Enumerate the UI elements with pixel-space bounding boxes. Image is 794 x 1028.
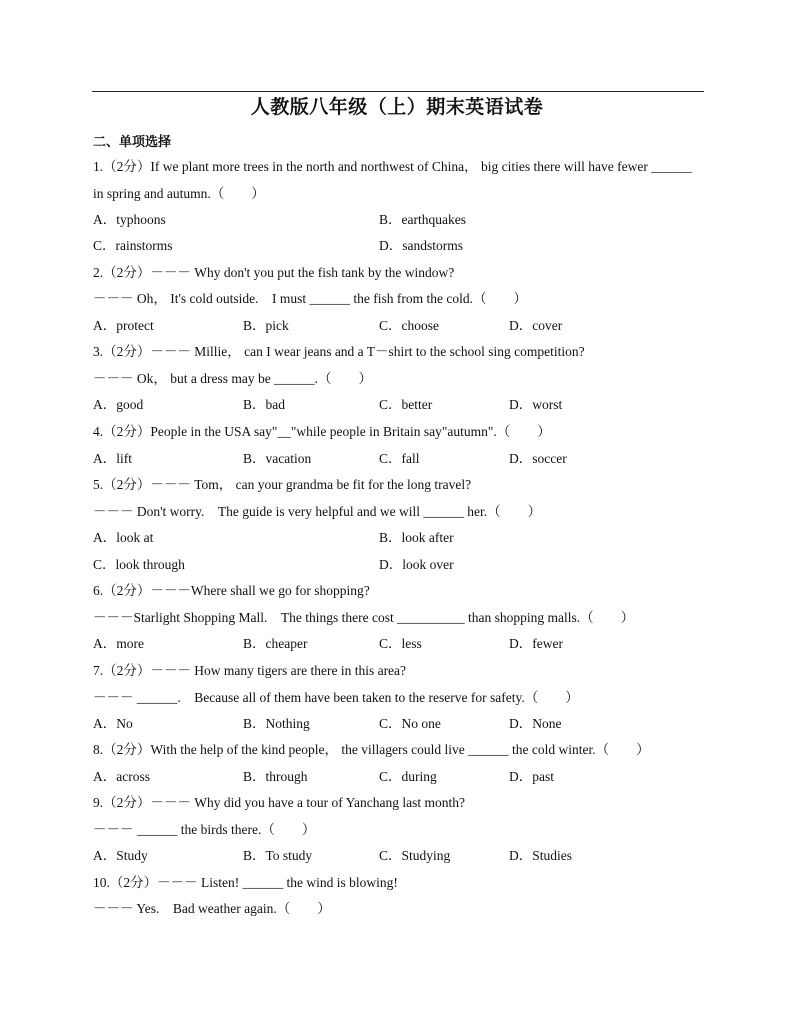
- question-10-stem: 10.（2分）－－－ Listen! ______ the wind is blowing!: [93, 875, 398, 890]
- question-1-stem: 1.（2分）If we plant more trees in the north and northwest of China， big cities there will have fewer ______: [93, 159, 692, 174]
- question-8-stem: 8.（2分）With the help of the kind people， the villagers could live ______ the cold winter.（ ）: [93, 742, 650, 757]
- question-8-option-a[interactable]: A．across: [93, 769, 150, 784]
- question-9-option-a[interactable]: A．Study: [93, 848, 148, 863]
- question-3-stem: 3.（2分）－－－ Millie， can I wear jeans and a T－shirt to the school sing competition?: [93, 344, 585, 359]
- question-2-option-b[interactable]: B．pick: [243, 318, 289, 333]
- question-7-option-c[interactable]: C．No one: [379, 716, 441, 731]
- question-1-option-c[interactable]: C．rainstorms: [93, 238, 173, 253]
- question-5-option-d[interactable]: D．look over: [379, 557, 454, 572]
- question-1-option-a[interactable]: A．typhoons: [93, 212, 166, 227]
- question-6-option-a[interactable]: A．more: [93, 636, 144, 651]
- question-7-option-d[interactable]: D．None: [509, 716, 562, 731]
- question-2-stem-cont: －－－ Oh， It's cold outside. I must ______ the fish from the cold.（ ）: [93, 291, 528, 306]
- question-6-option-d[interactable]: D．fewer: [509, 636, 563, 651]
- page-title: 人教版八年级（上）期末英语试卷: [250, 96, 544, 118]
- question-4-option-b[interactable]: B．vacation: [243, 451, 312, 466]
- question-1-stem-cont: in spring and autumn.（ ）: [93, 186, 265, 201]
- question-1-option-d[interactable]: D．sandstorms: [379, 238, 463, 253]
- question-9-stem: 9.（2分）－－－ Why did you have a tour of Yanchang last month?: [93, 795, 465, 810]
- question-1-option-b[interactable]: B．earthquakes: [379, 212, 466, 227]
- question-5-stem-cont: －－－ Don't worry. The guide is very helpful and we will ______ her.（ ）: [93, 504, 542, 519]
- question-8-option-c[interactable]: C．during: [379, 769, 437, 784]
- question-7-option-b[interactable]: B．Nothing: [243, 716, 310, 731]
- question-10-stem-cont: －－－ Yes. Bad weather again.（ ）: [93, 901, 331, 916]
- question-3-option-a[interactable]: A．good: [93, 397, 144, 412]
- question-4-option-d[interactable]: D．soccer: [509, 451, 567, 466]
- question-9-option-d[interactable]: D．Studies: [509, 848, 573, 863]
- question-2-option-a[interactable]: A．protect: [93, 318, 154, 333]
- question-8-option-b[interactable]: B．through: [243, 769, 308, 784]
- question-6-option-c[interactable]: C．less: [379, 636, 422, 651]
- question-8-option-d[interactable]: D．past: [509, 769, 554, 784]
- question-2-stem: 2.（2分）－－－ Why don't you put the fish tank by the window?: [93, 265, 455, 280]
- question-5-option-c[interactable]: C．look through: [93, 557, 185, 572]
- question-4-option-c[interactable]: C．fall: [379, 451, 420, 466]
- question-5-option-b[interactable]: B．look after: [379, 530, 454, 545]
- question-9-option-c[interactable]: C．Studying: [379, 848, 451, 863]
- question-2-option-c[interactable]: C．choose: [379, 318, 439, 333]
- question-4-stem: 4.（2分）People in the USA say"__"while people in Britain say"autumn".（ ）: [93, 424, 551, 439]
- question-5-option-a[interactable]: A．look at: [93, 530, 154, 545]
- question-3-option-b[interactable]: B．bad: [243, 397, 285, 412]
- question-4-option-a[interactable]: A．lift: [93, 451, 132, 466]
- question-6-stem: 6.（2分）－－－Where shall we go for shopping?: [93, 583, 370, 598]
- question-6-stem-cont: －－－Starlight Shopping Mall. The things there cost __________ than shopping malls.（ ）: [93, 610, 635, 625]
- question-3-option-d[interactable]: D．worst: [509, 397, 563, 412]
- question-7-option-a[interactable]: A．No: [93, 716, 133, 731]
- question-3-stem-cont: －－－ Ok， but a dress may be ______.（ ）: [93, 371, 372, 386]
- question-9-option-b[interactable]: B．To study: [243, 848, 313, 863]
- section-heading: 二、单项选择: [93, 135, 172, 150]
- question-6-option-b[interactable]: B．cheaper: [243, 636, 308, 651]
- question-7-stem: 7.（2分）－－－ How many tigers are there in this area?: [93, 663, 407, 678]
- question-9-stem-cont: －－－ ______ the birds there.（ ）: [93, 822, 316, 837]
- question-3-option-c[interactable]: C．better: [379, 397, 433, 412]
- question-5-stem: 5.（2分）－－－ Tom， can your grandma be fit for the long travel?: [93, 477, 472, 492]
- question-7-stem-cont: －－－ ______. Because all of them have been taken to the reserve for safety.（ ）: [93, 690, 579, 705]
- question-2-option-d[interactable]: D．cover: [509, 318, 563, 333]
